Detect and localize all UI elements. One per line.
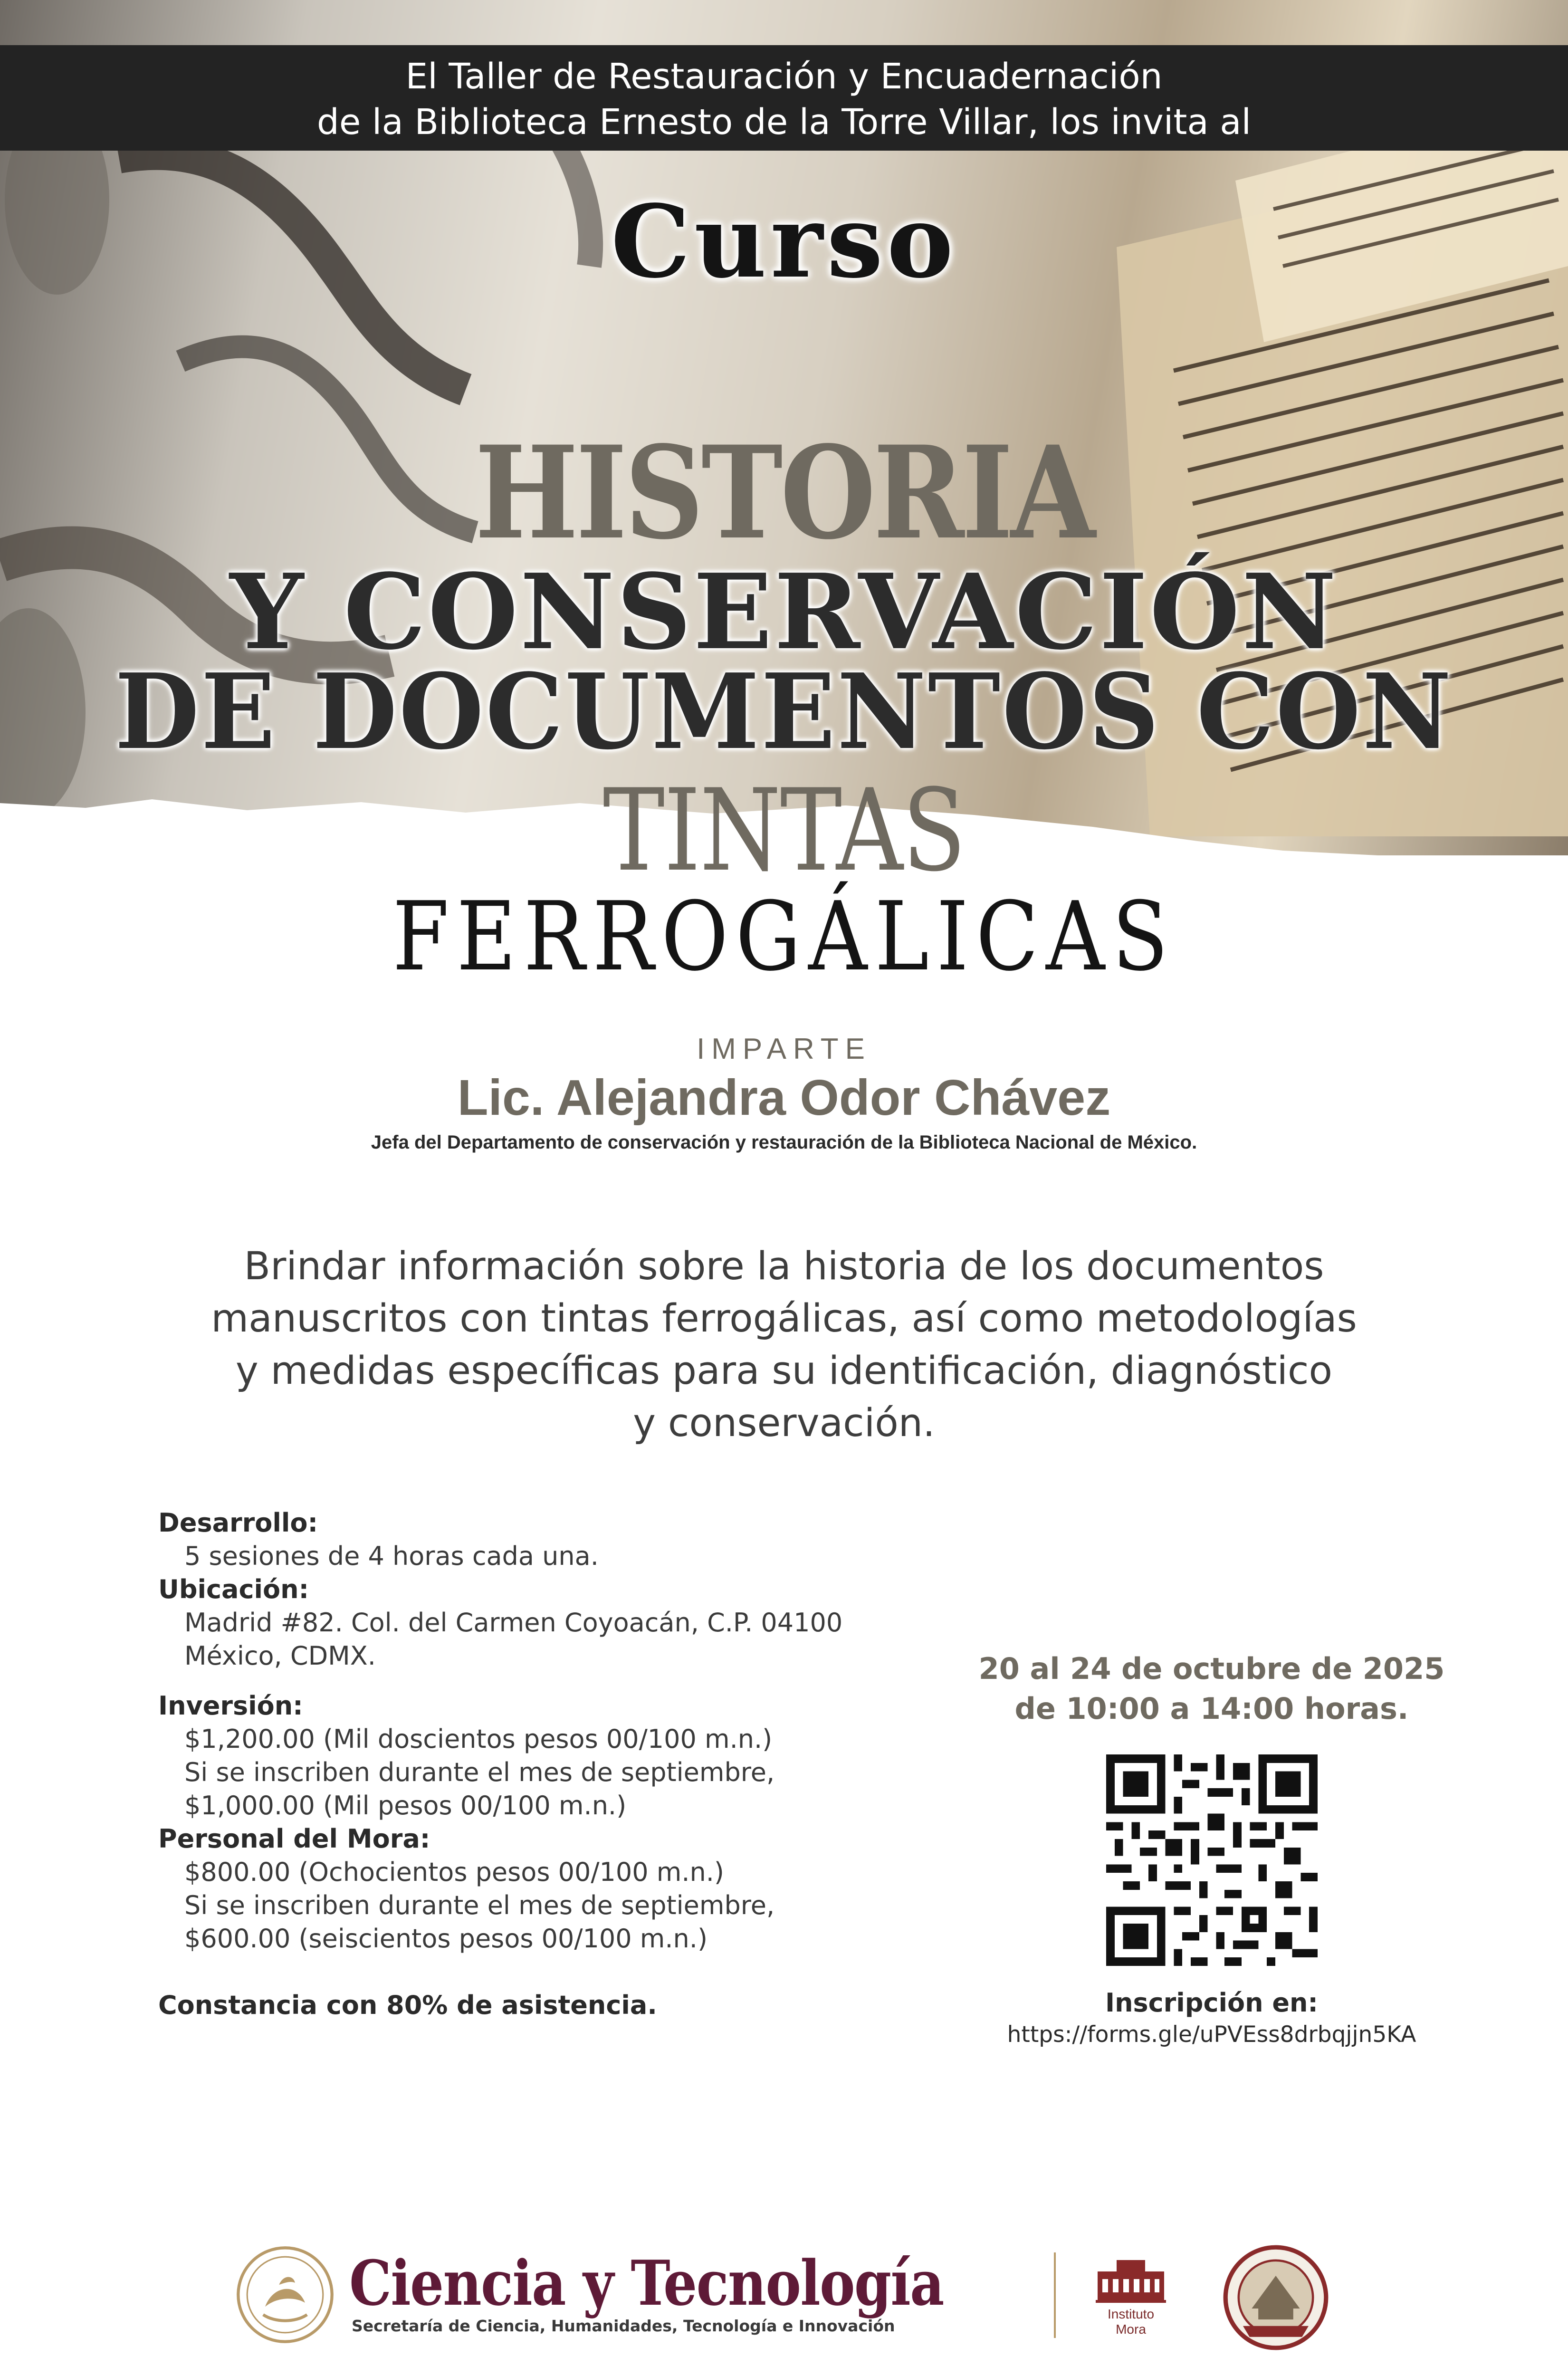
constancia-note: Constancia con 80% de asistencia. [158, 1990, 657, 2020]
title-ferrogalicas: FERROGÁLICAS [392, 881, 1176, 992]
building-icon [1088, 2252, 1174, 2305]
description-line: manuscritos con tintas ferrogálicas, así como metodologías [211, 1296, 1357, 1341]
registration-label: Inscripción en: [1105, 1988, 1318, 2018]
description-line: y medidas específicas para su identificación, diagnóstico [235, 1349, 1333, 1393]
speaker-role: Jefa del Departamento de conservación y restauración de la Biblioteca Nacional de México. [371, 1132, 1197, 1153]
inversion-line: $1,200.00 (Mil doscientos pesos 00/100 m.n.) [184, 1724, 773, 1754]
desarrollo-label: Desarrollo: [158, 1508, 318, 1538]
ubicacion-label: Ubicación: [158, 1574, 309, 1604]
course-dates: 20 al 24 de octubre de 2025 [978, 1651, 1445, 1686]
description-line: y conservación. [633, 1401, 935, 1446]
personal-line: $600.00 (seiscientos pesos 00/100 m.n.) [184, 1924, 708, 1954]
ciencia-tecnologia-logo: Ciencia y Tecnología [349, 2247, 944, 2319]
personal-label: Personal del Mora: [158, 1824, 430, 1854]
mexico-coat-of-arms-icon [235, 2245, 335, 2345]
schedule-registration [927, 1649, 1497, 2048]
header-bar [0, 45, 1568, 151]
personal-line: $800.00 (Ochocientos pesos 00/100 m.n.) [184, 1857, 724, 1887]
instituto-mora-logo [1083, 2252, 1178, 2347]
footer-divider [1054, 2252, 1056, 2338]
registration-qr-code[interactable] [1106, 1754, 1318, 1966]
desarrollo-value: 5 sesiones de 4 horas cada una. [184, 1541, 599, 1571]
title-historia: HISTORIA [475, 418, 1093, 568]
title-conservacion: Y CONSERVACIÓN [229, 551, 1339, 673]
imparte-label: IMPARTE [697, 1033, 871, 1065]
title-documentos: DE DOCUMENTOS CON [115, 651, 1453, 773]
header-line-2: de la Biblioteca Ernesto de la Torre Villar, los invita al [316, 102, 1252, 143]
title-tintas: TINTAS [602, 765, 966, 897]
speaker-name: Lic. Alejandra Odor Chávez [457, 1070, 1111, 1126]
course-description [119, 1240, 1449, 1449]
header-line-1: El Taller de Restauración y Encuadernación [405, 56, 1163, 97]
mora-label: Mora [1116, 2322, 1146, 2337]
ubicacion-line: Madrid #82. Col. del Carmen Coyoacán, C.P. 04100 [184, 1608, 843, 1638]
course-details [158, 1506, 942, 2022]
course-hours: de 10:00 a 14:00 horas. [1014, 1691, 1409, 1726]
description-line: Brindar información sobre la historia de los documentos [244, 1244, 1324, 1289]
curso-label: Curso [611, 183, 957, 300]
biblioteca-seal-icon [1221, 2243, 1330, 2352]
personal-line: Si se inscriben durante el mes de septiembre, [184, 1890, 775, 1920]
ubicacion-line: México, CDMX. [184, 1641, 376, 1671]
secretaria-name: Secretaría de Ciencia, Humanidades, Tecnología e Innovación [352, 2317, 895, 2335]
mora-label: Instituto [1107, 2307, 1155, 2321]
inversion-line: $1,000.00 (Mil pesos 00/100 m.n.) [184, 1791, 627, 1820]
inversion-label: Inversión: [158, 1691, 303, 1721]
registration-link[interactable]: https://forms.gle/uPVEss8drbqjjn5KA [1007, 2022, 1416, 2048]
inversion-line: Si se inscriben durante el mes de septiembre, [184, 1757, 775, 1787]
footer-logos [0, 2224, 1568, 2366]
